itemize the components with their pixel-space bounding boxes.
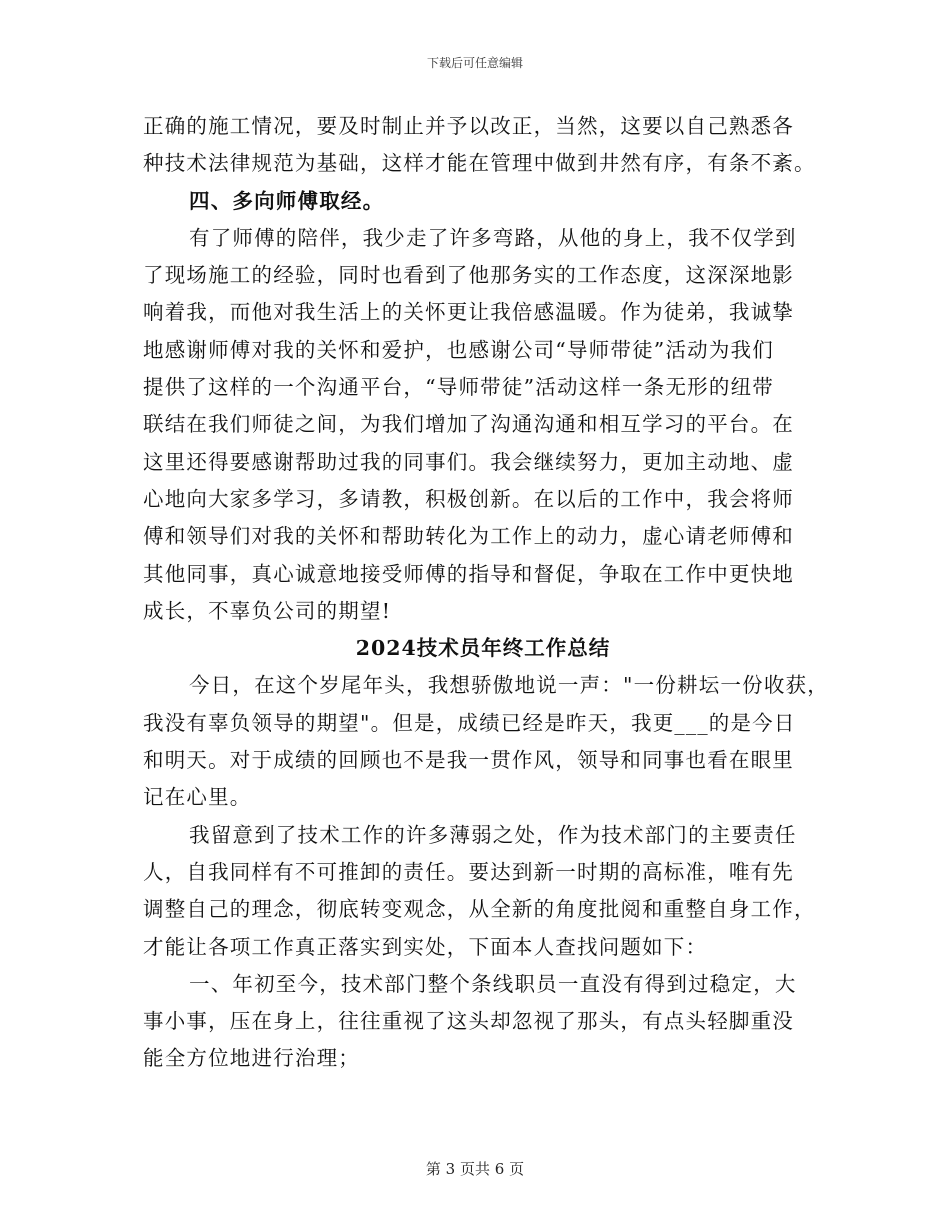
paragraph-line: 记在心里。 [143, 785, 252, 810]
paragraph-line: 响着我，而他对我生活上的关怀更让我倍感温暖。作为徒弟，我诚挚 [143, 300, 794, 325]
document-body [143, 108, 829, 1078]
section-heading: 四、多向师傅取经。 [189, 188, 385, 213]
paragraph-line: 这里还得要感谢帮助过我的同事们。我会继续努力，更加主动地、虚 [143, 449, 794, 474]
paragraph-line: 心地向大家多学习，多请教，积极创新。在以后的工作中，我会将师 [143, 486, 794, 511]
paragraph-line: 我留意到了技术工作的许多薄弱之处，作为技术部门的主要责任 [189, 822, 797, 847]
paragraph-line: 了现场施工的经验，同时也看到了他那务实的工作态度，这深深地影 [143, 263, 794, 288]
paragraph-line: 和明天。对于成绩的回顾也不是我一贯作风，领导和同事也看在眼里 [143, 748, 794, 773]
paragraph-line: 能全方位地进行治理； [143, 1046, 360, 1071]
paragraph-line: 一、年初至今，技术部门整个条线职员一直没有得到过稳定，大 [189, 971, 797, 996]
paragraph-line: 正确的施工情况，要及时制止并予以改正，当然，这要以自己熟悉各 [143, 114, 794, 138]
paragraph-line: 今日，在这个岁尾年头，我想骄傲地说一声："一份耕坛一份收获， [189, 673, 829, 698]
paragraph-line: 才能让各项工作真正落实到实处，下面本人查找问题如下： [143, 934, 708, 959]
paragraph-line: 联结在我们师徒之间，为我们增加了沟通沟通和相互学习的平台。在 [143, 412, 794, 437]
paragraph-line: 有了师傅的陪伴，我少走了许多弯路，从他的身上，我不仅学到 [189, 225, 797, 250]
document-title: 2024技术员年终工作总结 [355, 636, 611, 661]
paragraph-line: 地感谢师傅对我的关怀和爱护，也感谢公司“导师带徒”活动为我们 [143, 337, 774, 362]
paragraph-line: 提供了这样的一个沟通平台，“导师带徒”活动这样一条无形的纽带 [143, 375, 774, 400]
paragraph-line: 人，自我同样有不可推卸的责任。要达到新一时期的高标准，唯有先 [143, 859, 794, 884]
page-header: 下载后可任意编辑 [426, 56, 523, 70]
paragraph-line: 其他同事，真心诚意地接受师傅的指导和督促，争取在工作中更快地 [143, 561, 794, 586]
paragraph-line: 种技术法律规范为基础，这样才能在管理中做到井然有序，有条不紊。 [143, 151, 816, 176]
paragraph-line: 调整自己的理念，彻底转变观念，从全新的角度批阅和重整自身工作， [143, 897, 816, 922]
paragraph-line: 傅和领导们对我的关怀和帮助转化为工作上的动力，虚心请老师傅和 [143, 524, 794, 549]
paragraph-line: 成长，不辜负公司的期望! [143, 598, 392, 623]
paragraph-line: 事小事，压在身上，往往重视了这头却忽视了那头，有点头轻脚重没 [143, 1009, 794, 1034]
page-footer: 第 3 页共 6 页 [425, 1160, 525, 1178]
paragraph-line: 我没有辜负领导的期望"。但是，成绩已经是昨天，我更___的是今日 [143, 710, 796, 735]
